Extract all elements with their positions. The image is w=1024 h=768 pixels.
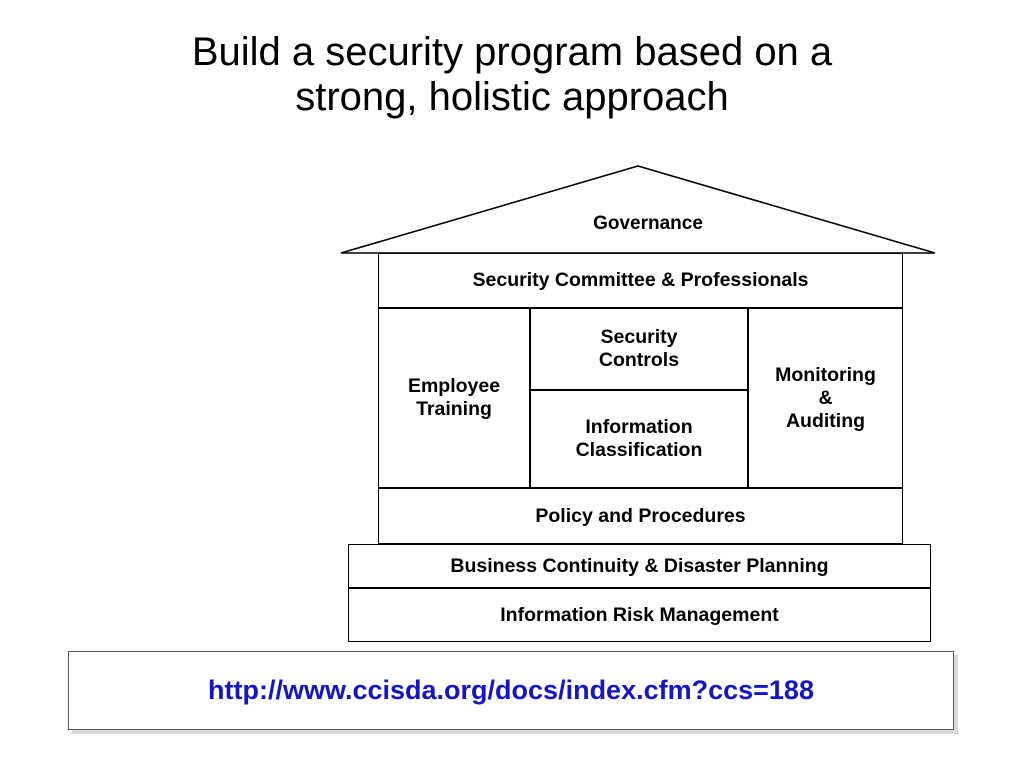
roof-shape-icon <box>338 163 938 256</box>
layer-policy-and-procedures-label: Policy and Procedures <box>535 504 746 527</box>
url-banner <box>68 651 954 730</box>
governance-label: Governance <box>593 213 703 234</box>
layer-information-risk-management <box>348 588 931 642</box>
layer-security-controls-label-line-1: Security <box>600 326 678 348</box>
layer-security-committee <box>378 253 903 308</box>
layer-security-controls <box>530 308 748 390</box>
layer-monitoring-auditing-label-line-2: & <box>818 386 833 409</box>
layer-monitoring-auditing-label-line-3: Auditing <box>785 409 866 432</box>
layer-information-classification-label-line-2: Classification <box>575 439 703 461</box>
layer-monitoring-auditing <box>748 308 903 488</box>
layer-information-classification-label-line-1: Information <box>585 416 693 438</box>
layer-business-continuity <box>348 544 931 588</box>
layer-employee-training <box>378 308 530 488</box>
reference-url-link[interactable]: http://www.ccisda.org/docs/index.cfm?ccs=188 <box>208 675 814 705</box>
layer-policy-and-procedures <box>378 488 903 544</box>
layer-business-continuity-label: Business Continuity & Disaster Planning <box>450 554 829 577</box>
page-title-line-1: Build a security program based on a <box>191 30 833 74</box>
layer-security-controls-label-line-2: Controls <box>598 349 680 371</box>
layer-employee-training-label-line-2: Training <box>416 398 492 420</box>
layer-information-classification <box>530 390 748 488</box>
layer-employee-training-label-line-1: Employee <box>407 375 501 397</box>
layer-information-risk-management-label: Information Risk Management <box>500 603 779 626</box>
layer-security-committee-label: Security Committee & Professionals <box>472 269 809 291</box>
layer-monitoring-auditing-label-line-1: Monitoring <box>775 363 876 386</box>
page-title-line-2: strong, holistic approach <box>295 74 729 119</box>
